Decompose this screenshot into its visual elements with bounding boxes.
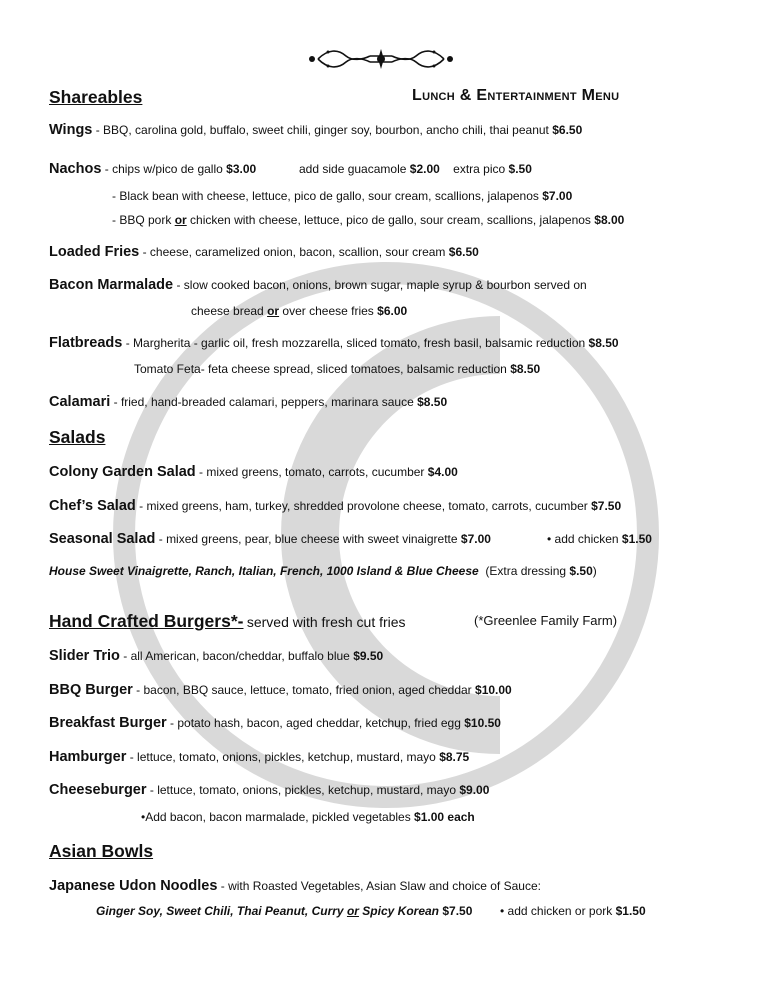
option-or: or <box>174 213 187 227</box>
section-title-asian-bowls: Asian Bowls <box>49 841 154 861</box>
addon-price: $1.50 <box>615 904 646 918</box>
extra-dressing-price: $.50 <box>569 564 593 578</box>
menu-item-bbq-burger <box>49 682 512 698</box>
addon-text: add side guacamole <box>299 162 407 176</box>
option-price: $8.00 <box>594 213 625 227</box>
item-price: $7.50 <box>591 499 622 513</box>
addon-text: extra pico <box>453 162 506 176</box>
item-name: Bacon Marmalade <box>49 277 174 293</box>
item-name: Nachos <box>49 161 102 177</box>
item-price: $8.50 <box>417 395 448 409</box>
item-name: Japanese Udon Noodles <box>49 878 218 894</box>
item-price: $8.50 <box>588 336 619 350</box>
flatbreads-line2 <box>134 361 540 377</box>
item-price: $6.50 <box>552 123 583 137</box>
menu-item-hamburger <box>49 749 469 765</box>
farm-note: (*Greenlee Family Farm) <box>474 613 618 628</box>
extra-dressing-close: ) <box>592 564 597 578</box>
section-title-salads: Salads <box>49 427 106 447</box>
item-price: $10.50 <box>464 716 501 730</box>
item-price: $8.75 <box>439 750 470 764</box>
udon-sauces <box>96 903 472 919</box>
item-desc: Tomato Feta- feta cheese spread, sliced tomatoes, balsamic reduction <box>134 362 507 376</box>
item-price: $6.00 <box>377 304 408 318</box>
item-name: BBQ Burger <box>49 682 133 698</box>
item-desc: - potato hash, bacon, aged cheddar, ketchup, fried egg <box>170 716 461 730</box>
flourish-divider-icon <box>306 44 456 74</box>
item-name: Colony Garden Salad <box>49 464 196 480</box>
item-name: Seasonal Salad <box>49 531 156 547</box>
menu-item-wings <box>49 122 582 138</box>
addon-price: $1.50 <box>621 532 652 546</box>
burgers-header <box>49 611 406 633</box>
item-desc: - chips w/pico de gallo <box>104 162 223 176</box>
item-desc: - lettuce, tomato, onions, pickles, ketchup, mustard, mayo <box>149 783 456 797</box>
addon-text: • add chicken or pork <box>500 904 613 918</box>
menu-item-calamari <box>49 394 447 410</box>
nachos-option-bbq <box>112 212 624 228</box>
menu-item-nachos <box>49 161 256 177</box>
option-text: - BBQ pork <box>112 213 172 227</box>
item-desc: - all American, bacon/cheddar, buffalo blue <box>123 649 350 663</box>
nachos-option-black-bean <box>112 188 572 204</box>
addon-text: •Add bacon, bacon marmalade, pickled vegetables <box>141 810 411 824</box>
addon-price: $1.00 each <box>414 810 475 824</box>
menu-item-cheeseburger <box>49 782 489 798</box>
item-price: $10.00 <box>475 683 512 697</box>
item-or: or <box>267 304 280 318</box>
burgers-subtitle: served with fresh cut fries <box>246 614 406 630</box>
item-name: Slider Trio <box>49 648 120 664</box>
item-desc: - cheese, caramelized onion, bacon, scallion, sour cream <box>142 245 446 259</box>
item-desc: - mixed greens, ham, turkey, shredded provolone cheese, tomato, carrots, cucumber <box>139 499 588 513</box>
item-name: Calamari <box>49 394 111 410</box>
item-price: $3.00 <box>226 162 257 176</box>
menu-item-breakfast-burger <box>49 715 501 731</box>
nachos-addons <box>299 161 532 177</box>
item-name: Cheeseburger <box>49 782 147 798</box>
sauce-list: Ginger Soy, Sweet Chili, Thai Peanut, Curry <box>96 904 344 918</box>
bacon-marmalade-line2 <box>191 303 407 319</box>
item-desc: - fried, hand-breaded calamari, peppers, marinara sauce <box>113 395 414 409</box>
item-desc: over cheese fries <box>282 304 374 318</box>
item-price: $7.00 <box>460 532 491 546</box>
seasonal-addon <box>547 531 652 547</box>
menu-item-seasonal-salad <box>49 531 491 547</box>
menu-item-chefs-salad <box>49 498 621 514</box>
item-price: $4.00 <box>427 465 458 479</box>
section-title-shareables: Shareables <box>49 87 143 107</box>
option-text: chicken with cheese, lettuce, pico de gallo, sour cream, scallions, jalapenos <box>190 213 591 227</box>
menu-item-bacon-marmalade <box>49 277 587 293</box>
menu-item-udon <box>49 878 541 894</box>
item-price: $8.50 <box>510 362 541 376</box>
item-price: $7.50 <box>442 904 473 918</box>
menu-item-slider-trio <box>49 648 383 664</box>
item-name: Flatbreads <box>49 335 123 351</box>
item-name: Hamburger <box>49 749 127 765</box>
item-desc: - mixed greens, tomato, carrots, cucumber <box>199 465 425 479</box>
item-name: Loaded Fries <box>49 244 140 260</box>
option-price: $7.00 <box>542 189 573 203</box>
item-desc: - lettuce, tomato, onions, pickles, ketchup, mustard, mayo <box>129 750 436 764</box>
udon-addon <box>500 903 646 919</box>
dressings-line <box>49 563 597 579</box>
menu-item-flatbreads <box>49 335 619 351</box>
item-name: Chef’s Salad <box>49 498 136 514</box>
option-text: - Black bean with cheese, lettuce, pico de gallo, sour cream, scallions, jalapenos <box>112 189 539 203</box>
addon-text: • add chicken <box>547 532 619 546</box>
item-name: Wings <box>49 122 93 138</box>
sauce-list: Spicy Korean <box>362 904 439 918</box>
menu-subtitle: Lunch & Entertainment Menu <box>412 87 620 104</box>
menu-item-colony-garden-salad <box>49 464 458 480</box>
section-title-burgers: Hand Crafted Burgers*- <box>49 611 244 631</box>
item-desc: - BBQ, carolina gold, buffalo, sweet chili, ginger soy, bourbon, ancho chili, thai peanut <box>95 123 549 137</box>
addon-price: $.50 <box>508 162 532 176</box>
addon-price: $2.00 <box>409 162 440 176</box>
item-desc: cheese bread <box>191 304 264 318</box>
item-desc: - slow cooked bacon, onions, brown sugar, maple syrup & bourbon served on <box>176 278 587 292</box>
sauce-or: or <box>346 904 359 918</box>
dressings-list: House Sweet Vinaigrette, Ranch, Italian, French, 1000 Island & Blue Cheese <box>49 564 479 578</box>
item-price: $9.50 <box>353 649 384 663</box>
item-desc: - with Roasted Vegetables, Asian Slaw and choice of Sauce: <box>220 879 541 893</box>
item-price: $6.50 <box>448 245 479 259</box>
item-desc: - mixed greens, pear, blue cheese with sweet vinaigrette <box>158 532 458 546</box>
item-name: Breakfast Burger <box>49 715 167 731</box>
menu-item-loaded-fries <box>49 244 479 260</box>
item-desc: - Margherita - garlic oil, fresh mozzarella, sliced tomato, fresh basil, balsamic reduction <box>125 336 586 350</box>
item-price: $9.00 <box>459 783 490 797</box>
burger-addon <box>141 809 475 825</box>
item-desc: - bacon, BBQ sauce, lettuce, tomato, fried onion, aged cheddar <box>136 683 472 697</box>
extra-dressing-text: (Extra dressing <box>485 564 567 578</box>
